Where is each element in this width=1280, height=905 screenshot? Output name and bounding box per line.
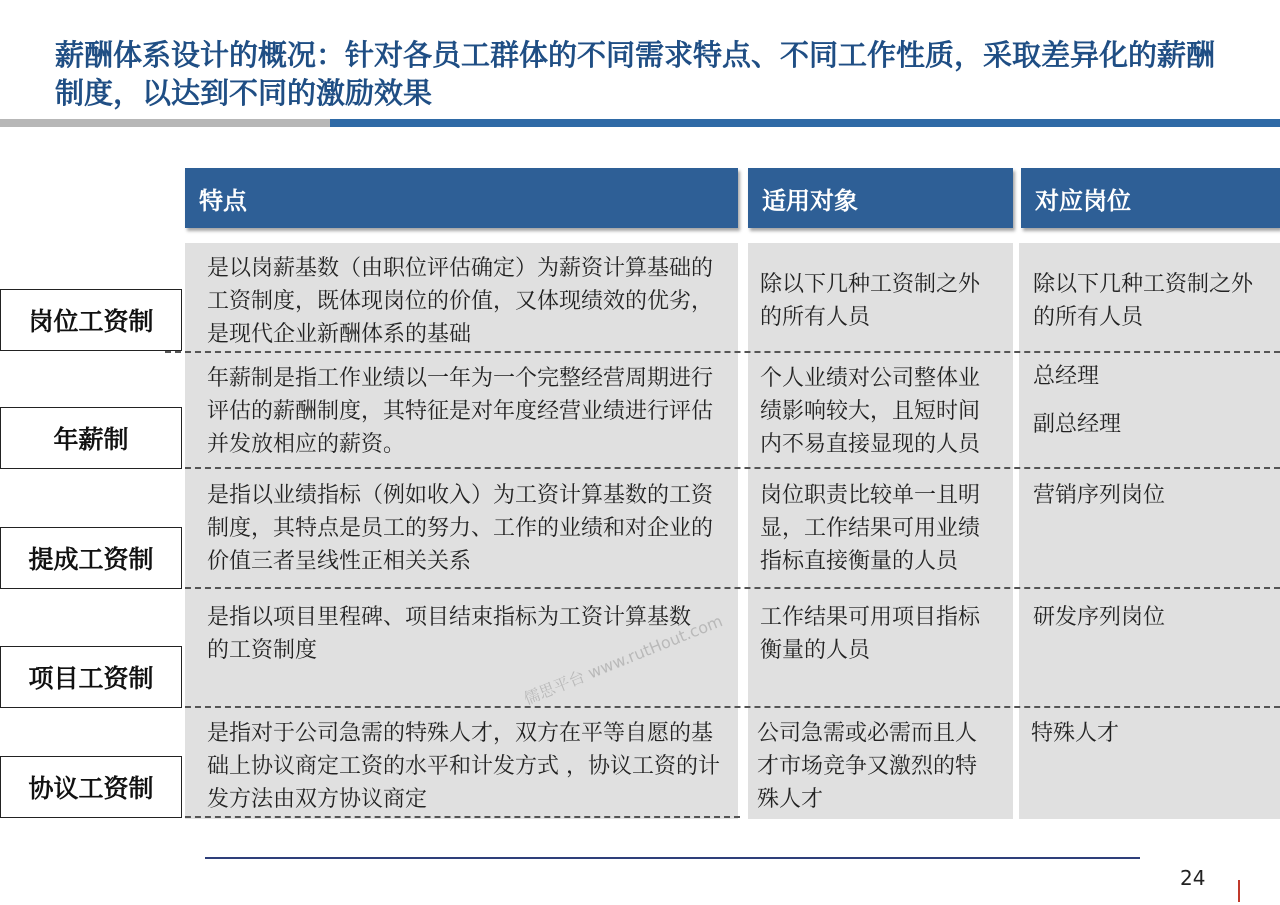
position-cell: 特殊人才 — [1031, 721, 1120, 746]
row-label-annual-salary: 年薪制 — [0, 407, 182, 469]
position-cell: 副总经理 — [1033, 412, 1122, 437]
footer-accent-mark — [1238, 880, 1240, 902]
title-underline-gray — [0, 119, 330, 127]
feature-cell: 是以岗薪基数（由职位评估确定）为薪资计算基础的工资制度，既体现岗位的价值，又体现绩效的优劣，是现代企业新酬体系的基础 — [207, 256, 714, 347]
target-cell: 岗位职责比较单一且明显，工作结果可用业绩指标直接衡量的人员 — [760, 483, 981, 574]
row-separator — [165, 706, 1280, 708]
feature-cell: 是指以项目里程碑、项目结束指标为工资计算基数的工资制度 — [207, 605, 692, 663]
row-separator — [165, 467, 1280, 469]
row-label-commission-wage: 提成工资制 — [0, 527, 182, 589]
row-separator — [165, 816, 740, 818]
row-label-agreement-wage: 协议工资制 — [0, 756, 182, 818]
watermark: 儒思平台 www.rutHout.com — [521, 611, 726, 709]
row-separator — [165, 587, 1280, 589]
position-cell: 除以下几种工资制之外的所有人员 — [1033, 272, 1254, 330]
title-underline-blue — [330, 119, 1280, 127]
feature-cell: 是指对于公司急需的特殊人才，双方在平等自愿的基础上协议商定工资的水平和计发方式 ，协议工资的计发方法由双方协议商定 — [207, 721, 720, 812]
row-label-position-wage: 岗位工资制 — [0, 289, 182, 351]
position-cell: 研发序列岗位 — [1033, 605, 1166, 630]
footer-rule — [205, 857, 1140, 859]
header-target: 适用对象 — [748, 168, 1013, 228]
target-cell: 除以下几种工资制之外的所有人员 — [760, 272, 981, 330]
target-cell: 个人业绩对公司整体业绩影响较大，且短时间内不易直接显现的人员 — [760, 366, 981, 457]
feature-cell: 是指以业绩指标（例如收入）为工资计算基数的工资制度，其特点是员工的努力、工作的业绩和对企业的价值三者呈线性正相关关系 — [207, 483, 714, 574]
target-cell: 公司急需或必需而且人才市场竞争又激烈的特殊人才 — [757, 721, 978, 812]
feature-cell: 年薪制是指工作业绩以一年为一个完整经营周期进行评估的薪酬制度，其特征是对年度经营业绩进行评估并发放相应的薪资。 — [207, 366, 714, 457]
header-position: 对应岗位 — [1021, 168, 1280, 228]
position-cell: 总经理 — [1033, 364, 1100, 389]
page-number: 24 — [1180, 866, 1206, 890]
target-cell: 工作结果可用项目指标衡量的人员 — [760, 605, 981, 663]
page-title: 薪酬体系设计的概况：针对各员工群体的不同需求特点、不同工作性质，采取差异化的薪酬制度，以达到不同的激励效果 — [55, 38, 1216, 110]
row-separator — [165, 351, 1280, 353]
row-label-project-wage: 项目工资制 — [0, 646, 182, 708]
position-cell: 营销序列岗位 — [1033, 483, 1166, 508]
header-feature: 特点 — [185, 168, 738, 228]
